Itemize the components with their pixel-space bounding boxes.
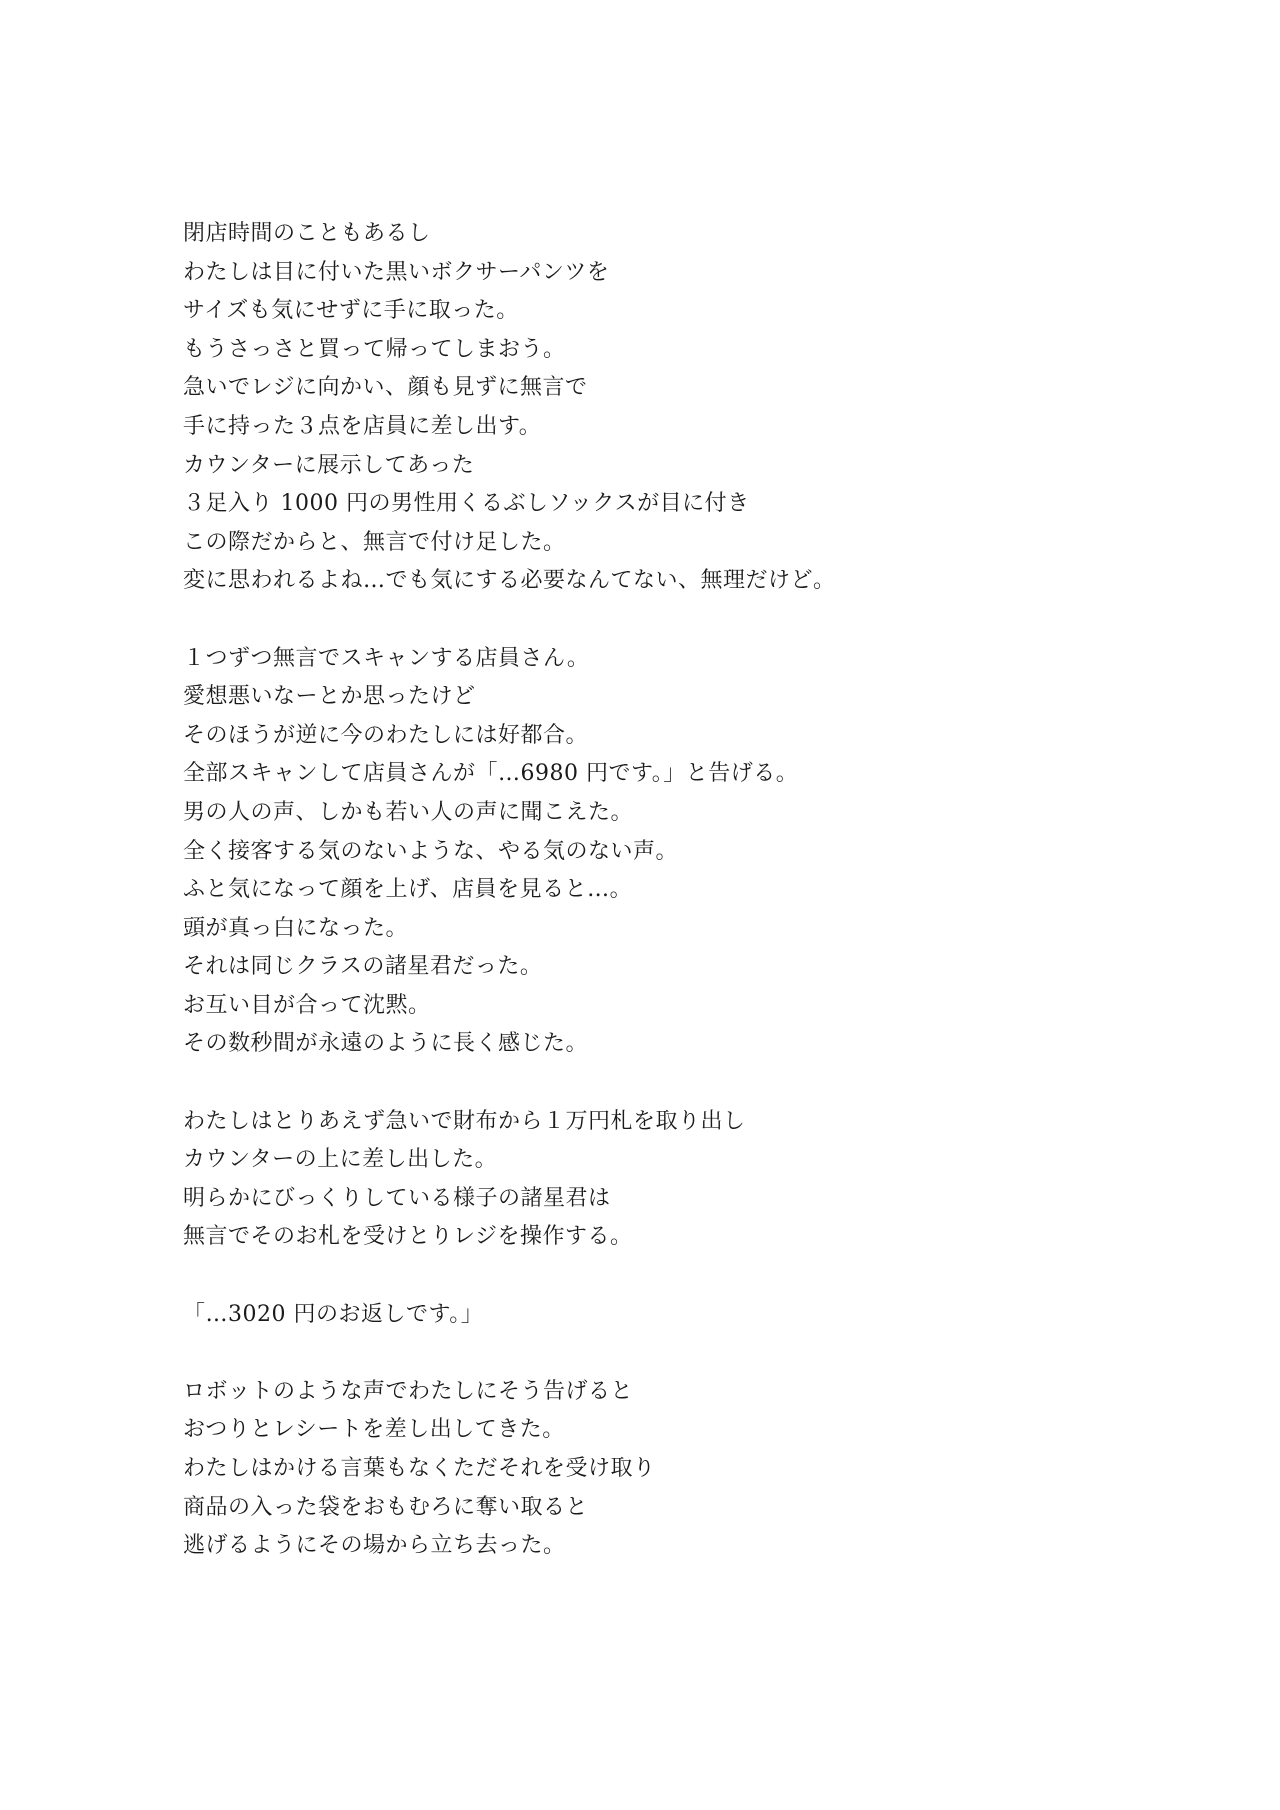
- text-line: 全く接客する気のないような、やる気のない声。: [183, 838, 679, 864]
- paragraph-2: [183, 640, 1183, 1065]
- text-line: 男の人の声、しかも若い人の声に聞こえた。: [183, 799, 634, 825]
- text-line: 全部スキャンして店員さんが「…6980 円です。」と告げる。: [183, 761, 799, 787]
- text-line: ３足入り 1000 円の男性用くるぶしソックスが目に付き: [183, 491, 750, 517]
- text-line: サイズも気にせずに手に取った。: [183, 298, 519, 324]
- text-line: １つずつ無言でスキャンする店員さん。: [183, 645, 590, 671]
- text-line: その数秒間が永遠のように長く感じた。: [183, 1031, 589, 1057]
- text-line: そのほうが逆に今のわたしには好都合。: [183, 722, 589, 748]
- paragraph-1: [183, 215, 1183, 601]
- text-line: カウンターに展示してあった: [183, 452, 475, 478]
- story-text: [183, 215, 1183, 1566]
- text-line: カウンターの上に差し出した。: [183, 1147, 498, 1173]
- text-line: 愛想悪いなーとか思ったけど: [183, 684, 476, 710]
- text-line: わたしは目に付いた黒いボクサーパンツを: [183, 259, 610, 285]
- text-line: 手に持った３点を店員に差し出す。: [183, 413, 542, 439]
- dialogue-line: 「…3020 円のお返しです。」: [183, 1301, 484, 1327]
- text-line: お互い目が合って沈黙。: [183, 992, 431, 1018]
- text-line: この際だからと、無言で付け足した。: [183, 529, 566, 555]
- text-line: 頭が真っ白になった。: [183, 915, 409, 941]
- text-line: わたしはとりあえず急いで財布から１万円札を取り出し: [183, 1108, 746, 1134]
- text-line: 逃げるようにその場から立ち去った。: [183, 1533, 566, 1559]
- text-line: 無言でそのお札を受けとりレジを操作する。: [183, 1224, 633, 1250]
- text-line: ふと気になって顔を上げ、店員を見ると…。: [183, 877, 633, 903]
- paragraph-gap: [183, 1334, 1183, 1373]
- text-line: もうさっさと買って帰ってしまおう。: [183, 336, 566, 362]
- text-line: 変に思われるよね…でも気にする必要なんてない、無理だけど。: [183, 568, 836, 594]
- text-line: 明らかにびっくりしている様子の諸星君は: [183, 1185, 611, 1211]
- paragraph-gap: [183, 601, 1183, 640]
- text-line: おつりとレシートを差し出してきた。: [183, 1417, 565, 1443]
- text-line: それは同じクラスの諸星君だった。: [183, 954, 543, 980]
- text-line: 急いでレジに向かい、顔も見ずに無言で: [183, 375, 588, 401]
- text-line: わたしはかける言葉もなくただそれを受け取り: [183, 1456, 656, 1481]
- paragraph-5: [183, 1373, 1183, 1566]
- text-line: 閉店時間のこともあるし: [183, 221, 431, 246]
- paragraph-gap: [183, 1064, 1183, 1103]
- paragraph-4: [183, 1296, 1183, 1335]
- text-line: ロボットのような声でわたしにそう告げると: [183, 1378, 634, 1404]
- paragraph-gap: [183, 1257, 1183, 1296]
- paragraph-3: [183, 1103, 1183, 1257]
- text-line: 商品の入った袋をおもむろに奪い取ると: [183, 1494, 589, 1520]
